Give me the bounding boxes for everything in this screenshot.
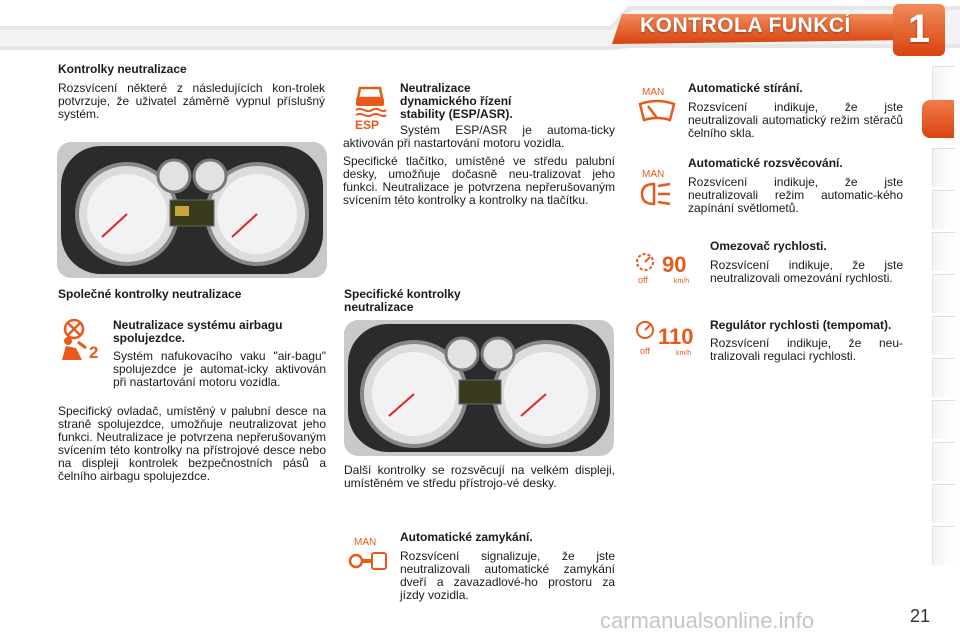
esp-text-2: Specifické tlačítko, umístěné ve středu palubní desky, umožňuje dočasně neu-tralizovat jeho funkci. Neutralizace je potvrzena nepřerušovaným svícením této kontrolky a kontrolky na tlačítku. [343, 154, 615, 207]
chapter-tab[interactable] [932, 148, 955, 187]
man-label: MAN [354, 537, 377, 548]
esp-section [343, 124, 615, 207]
auto-lock-section [400, 531, 615, 602]
chapter-tab[interactable] [932, 526, 955, 565]
esp-heading-block [400, 82, 615, 121]
cruise-value: 110 [658, 324, 694, 349]
auto-lights-text: Rozsvícení indikuje, že jste neutralizovali režim automatic-kého zapínání světlometů. [688, 175, 903, 215]
cruise-control-off-icon [634, 318, 706, 360]
chapter-tab[interactable] [932, 190, 955, 229]
cruise-control-text: Rozsvícení indikuje, že neu-tralizovali regulaci rychlosti. [710, 336, 903, 363]
airbag-off-icon [58, 318, 104, 362]
page-title: KONTROLA FUNKCÍ [640, 14, 851, 37]
chapter-tab[interactable] [932, 484, 955, 523]
specific-heading: Specifické kontrolky neutralizace [344, 287, 461, 314]
off-label: off [638, 275, 648, 285]
page-number: 21 [910, 606, 931, 626]
display-text: Další kontrolky se rozsvěcují na velkém displeji, umístěném ve středu přístrojo-vé desky. [344, 463, 615, 490]
chapter-tab[interactable] [932, 442, 955, 481]
speed-limiter-text: Rozsvícení indikuje, že jste neutralizovali omezování rychlosti. [710, 258, 903, 285]
kmh-label: km/h [676, 350, 692, 357]
airbag-more-text: Specifický ovladač, umístěný v palubní desce na straně spolujezdce, umožňuje neutralizovat jeho funkci. Neutralizace je potvrzena nepřerušovaným svícením této kontrolky na přístrojové desce nebo na displeji kontrolek bezpečnostních pásů a čelního airbagu spolujezdce. [58, 404, 326, 483]
auto-lock-off-icon [346, 533, 390, 573]
auto-wipe-heading: Automatické stírání. [688, 81, 803, 95]
esp-text-1: Systém ESP/ASR je automa-ticky aktivován při nastartování motoru vozidla. [343, 123, 615, 150]
man-label: MAN [642, 169, 665, 180]
esp-heading: Neutralizace dynamického řízení stability (ESP/ASR). [400, 81, 513, 121]
airbag-heading: Neutralizace systému airbagu spolujezdce. [113, 318, 283, 345]
airbag-text: Systém nafukovacího vaku "air-bagu" spolujezdce je automat-icky aktivován při nastartování motoru vozidla. [113, 349, 326, 389]
speed-limiter-heading: Omezovač rychlosti. [710, 239, 827, 253]
intro-section [58, 63, 325, 121]
chapter-tab[interactable] [932, 232, 955, 271]
chapter-tab[interactable] [932, 274, 955, 313]
auto-lights-section [688, 157, 903, 215]
auto-lights-off-icon [636, 166, 678, 210]
auto-lock-heading: Automatické zamykání. [400, 530, 533, 544]
airbag-digit: 2 [89, 343, 99, 362]
auto-wipe-text: Rozsvícení indikuje, že jste neutralizovali automatický režim stěračů čelního skla. [688, 100, 903, 140]
off-label: off [640, 346, 650, 356]
instrument-cluster-photo [57, 142, 327, 278]
esp-label: ESP [355, 118, 380, 130]
auto-wipe-section [688, 82, 903, 140]
intro-heading: Kontrolky neutralizace [58, 62, 187, 76]
man-label: MAN [642, 87, 665, 98]
chapter-number: 1 [907, 7, 931, 51]
chapter-tab-active[interactable] [922, 100, 954, 138]
speed-limiter-section [710, 240, 903, 285]
speed-limiter-off-icon [634, 250, 704, 290]
common-heading: Společné kontrolky neutralizace [58, 287, 242, 301]
limit-value: 90 [662, 252, 687, 277]
chapter-tab[interactable] [932, 316, 955, 355]
airbag-section [113, 319, 326, 389]
cruise-control-heading: Regulátor rychlosti (tempomat). [710, 318, 892, 332]
auto-lock-text: Rozsvícení signalizuje, že jste neutralizovali automatické zamykání dveří a zavazadlové-ho prostoru za jízdy vozidla. [400, 549, 615, 602]
auto-lights-heading: Automatické rozsvěcování. [688, 156, 843, 170]
instrument-cluster-photo-2 [344, 320, 614, 456]
chapter-tab[interactable] [932, 358, 955, 397]
intro-text: Rozsvícení některé z následujících kon-trolek potvrzuje, že uživatel záměrně vypnul příslušný systém. [58, 81, 325, 121]
kmh-label: km/h [674, 278, 690, 285]
chapter-tab[interactable] [932, 400, 955, 439]
chapter-tabs [928, 66, 960, 576]
cruise-control-section [710, 319, 903, 363]
watermark: carmanualsonline.info [600, 608, 815, 633]
auto-wipe-off-icon [636, 84, 678, 128]
